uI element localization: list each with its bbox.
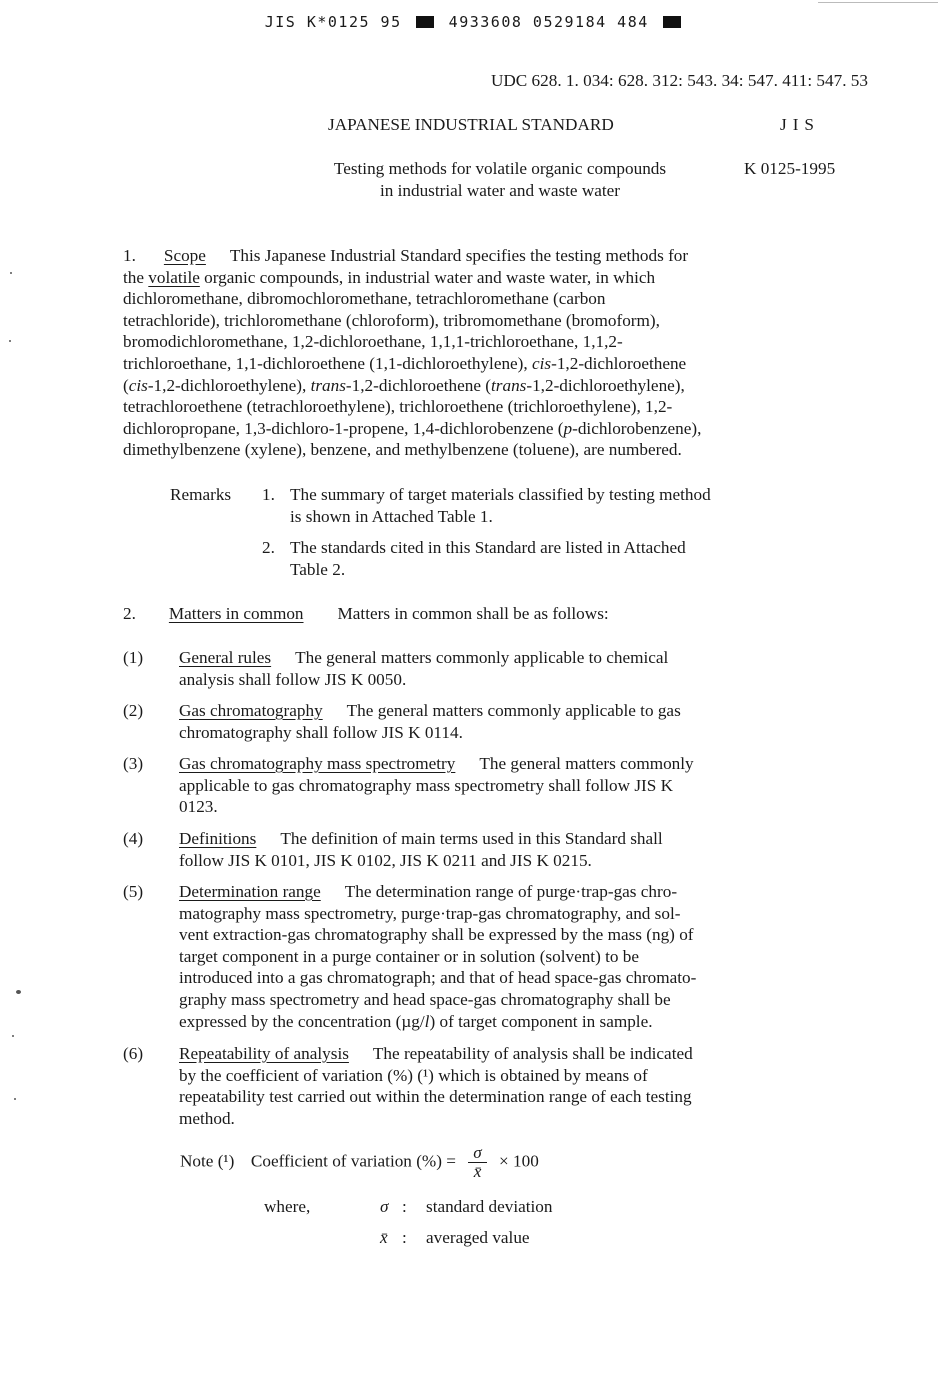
scope-text: -dichlorobenzene), bbox=[572, 418, 702, 438]
scope-text: volatile bbox=[148, 267, 200, 287]
remark-item bbox=[262, 484, 862, 527]
item-body bbox=[179, 828, 868, 871]
item-text: graphy mass spectrometry and head space-gas chromatography shall be bbox=[179, 989, 671, 1009]
note-label: Note (¹) bbox=[180, 1151, 235, 1171]
document-code-line bbox=[0, 12, 950, 32]
scope-text: dichloropropane, 1,3-dichloro-1-propene, 1,4-dichlorobenzene ( bbox=[123, 418, 564, 438]
item-text: method. bbox=[179, 1108, 235, 1128]
where-label: where, bbox=[264, 1197, 311, 1216]
common-text: Matters in common shall be as follows: bbox=[337, 604, 609, 623]
item-heading: Gas chromatography bbox=[179, 701, 323, 720]
scan-speck bbox=[14, 1098, 16, 1100]
item-text: The definition of main terms used in this Standard shall bbox=[280, 829, 663, 848]
item-text: follow JIS K 0101, JIS K 0102, JIS K 0211 and JIS K 0215. bbox=[179, 850, 592, 870]
document-title bbox=[280, 158, 720, 201]
scan-speck bbox=[9, 340, 11, 342]
scope-text: trichloroethane, 1,1-dichloroethene (1,1-dichloroethylene), bbox=[123, 353, 533, 373]
scope-line: dimethylbenzene (xylene), benzene, and methylbenzene (toluene), are numbered. bbox=[123, 440, 682, 460]
remark-line: Table 2. bbox=[290, 559, 346, 579]
remark-line: The summary of target materials classified by testing method bbox=[290, 485, 711, 504]
item-body bbox=[179, 700, 868, 743]
udc-classification: UDC 628. 1. 034: 628. 312: 543. 34: 547. 411: 547. 53 bbox=[490, 71, 868, 90]
item-text: applicable to gas chromatography mass spectrometry shall follow JIS K bbox=[179, 775, 674, 795]
scope-section bbox=[123, 245, 868, 461]
remark-text bbox=[290, 537, 862, 580]
section-number: 1. bbox=[123, 246, 136, 265]
document-number: K 0125-1995 bbox=[744, 159, 836, 178]
scope-line bbox=[123, 245, 868, 267]
black-block-mark bbox=[663, 16, 681, 28]
item-body bbox=[179, 753, 868, 818]
item-text: The general matters commonly applicable to chemical bbox=[295, 648, 669, 667]
list-item bbox=[123, 828, 868, 871]
item-text: The determination range of purge·trap-gas chro- bbox=[344, 882, 678, 901]
formula-numerator: σ bbox=[468, 1144, 486, 1163]
item-heading: Gas chromatography mass spectrometry bbox=[179, 754, 456, 773]
scope-heading: Scope bbox=[163, 246, 206, 265]
item-text: ) of target component in sample. bbox=[429, 1011, 653, 1031]
definition-colon: : bbox=[402, 1228, 407, 1247]
scan-speck bbox=[16, 990, 21, 994]
item-text: 0123. bbox=[179, 797, 218, 817]
scope-italic: trans bbox=[491, 375, 527, 395]
top-edge-rule bbox=[818, 2, 938, 3]
title-line: in industrial water and waste water bbox=[379, 180, 621, 200]
scan-speck bbox=[10, 272, 12, 274]
formula-denominator: x̄ bbox=[473, 1162, 482, 1181]
item-body bbox=[179, 1043, 868, 1129]
item-text: repeatability test carried out within the determination range of each testing bbox=[179, 1087, 692, 1107]
item-text: matography mass spectrometry, purge·trap-gas chromatography, and sol- bbox=[179, 903, 681, 923]
item-heading: Determination range bbox=[179, 882, 321, 901]
scope-text: organic compounds, in industrial water and waste water, in which bbox=[199, 267, 656, 287]
scope-line: tetrachloride), trichloromethane (chloroform), tribromomethane (bromoform), bbox=[123, 310, 660, 330]
item-text: introduced into a gas chromatograph; and that of head space-gas chromato- bbox=[179, 968, 697, 988]
scope-line: tetrachloroethene (tetrachloroethylene), trichloroethene (trichloroethylene), 1,2- bbox=[123, 397, 673, 417]
remark-number: 1. bbox=[262, 485, 275, 504]
common-section bbox=[123, 603, 868, 625]
remarks-heading: Remarks bbox=[170, 485, 232, 504]
item-heading: General rules bbox=[179, 648, 272, 667]
formula-fraction bbox=[468, 1144, 486, 1181]
item-body bbox=[179, 647, 868, 690]
scope-line bbox=[123, 267, 868, 289]
item-text: chromatography shall follow JIS K 0114. bbox=[179, 722, 463, 742]
item-number: (4) bbox=[123, 829, 144, 848]
scope-text: the bbox=[123, 267, 149, 287]
definition-row bbox=[380, 1196, 552, 1218]
item-heading: Repeatability of analysis bbox=[179, 1044, 349, 1063]
list-item bbox=[123, 700, 868, 743]
code-line-b: 4933608 0529184 484 bbox=[448, 13, 649, 31]
item-italic: l bbox=[424, 1011, 430, 1031]
list-item bbox=[123, 753, 868, 818]
item-text: The repeatability of analysis shall be indicated bbox=[372, 1044, 693, 1063]
item-number: (3) bbox=[123, 754, 144, 773]
item-number: (2) bbox=[123, 701, 144, 720]
list-item bbox=[123, 881, 868, 1032]
section-number: 2. bbox=[123, 604, 136, 623]
remark-number: 2. bbox=[262, 538, 275, 557]
remark-line: The standards cited in this Standard are listed in Attached bbox=[290, 538, 686, 557]
scope-line: (cis-1,2-dichloroethylene), trans-1,2-dichloroethene (trans-1,2-dichloroethylene), bbox=[123, 375, 685, 395]
common-heading: Matters in common bbox=[168, 604, 304, 623]
scope-line: dichloromethane, dibromochloromethane, tetrachloromethane (carbon bbox=[123, 289, 606, 309]
remark-line: is shown in Attached Table 1. bbox=[290, 506, 493, 526]
item-text: by the coefficient of variation (%) (¹) which is obtained by means of bbox=[179, 1065, 648, 1085]
item-text: target component in a purge container or in solution (solvent) to be bbox=[179, 946, 639, 966]
scope-text: This Japanese Industrial Standard specifies the testing methods for bbox=[229, 246, 689, 265]
list-item bbox=[123, 1043, 868, 1129]
definition-text: averaged value bbox=[426, 1228, 530, 1247]
definition-colon: : bbox=[402, 1197, 407, 1216]
scope-text: -1,2-dichloroethene ( bbox=[345, 375, 492, 395]
scope-text: -1,2-dichloroethylene), bbox=[147, 375, 311, 395]
item-text: analysis shall follow JIS K 0050. bbox=[179, 669, 407, 689]
item-text: The general matters commonly applicable to gas bbox=[346, 701, 681, 720]
definition-text: standard deviation bbox=[426, 1197, 553, 1216]
title-line: Testing methods for volatile organic compounds bbox=[333, 159, 667, 178]
scope-line: bromodichloromethane, 1,2-dichloroethane, 1,1,1-trichloroethane, 1,1,2- bbox=[123, 332, 623, 352]
definition-symbol: x̄ bbox=[380, 1228, 388, 1247]
remark-item bbox=[262, 537, 862, 580]
code-line-a: JIS K*0125 95 bbox=[264, 13, 402, 31]
formula-rhs: × 100 bbox=[499, 1151, 539, 1171]
item-number: (6) bbox=[123, 1044, 144, 1063]
item-text: The general matters commonly bbox=[479, 754, 694, 773]
item-number: (5) bbox=[123, 882, 144, 901]
remark-text bbox=[290, 484, 862, 527]
jis-mark: JIS bbox=[780, 115, 820, 134]
formula-lhs: Coefficient of variation (%) = bbox=[250, 1151, 456, 1171]
item-text: expressed by the concentration (µg/ bbox=[179, 1011, 425, 1031]
item-number: (1) bbox=[123, 648, 144, 667]
item-text: vent extraction-gas chromatography shall be expressed by the mass (ng) of bbox=[179, 925, 694, 945]
scan-speck bbox=[12, 1035, 14, 1037]
scope-italic: cis bbox=[128, 375, 148, 395]
note-formula bbox=[180, 1144, 860, 1181]
scope-line bbox=[123, 353, 868, 375]
scope-italic: trans bbox=[310, 375, 346, 395]
black-block-mark bbox=[416, 16, 434, 28]
definition-symbol: σ bbox=[380, 1197, 389, 1216]
standard-type: JAPANESE INDUSTRIAL STANDARD bbox=[328, 115, 614, 134]
list-item bbox=[123, 647, 868, 690]
scope-italic: p bbox=[563, 418, 573, 438]
scope-text: -1,2-dichloroethene bbox=[551, 353, 687, 373]
scope-italic: cis bbox=[532, 353, 552, 373]
scope-line bbox=[123, 418, 868, 440]
definition-row bbox=[380, 1227, 530, 1249]
scope-text: -1,2-dichloroethylene), bbox=[526, 375, 685, 395]
item-body bbox=[179, 881, 868, 1032]
item-heading: Definitions bbox=[179, 829, 257, 848]
